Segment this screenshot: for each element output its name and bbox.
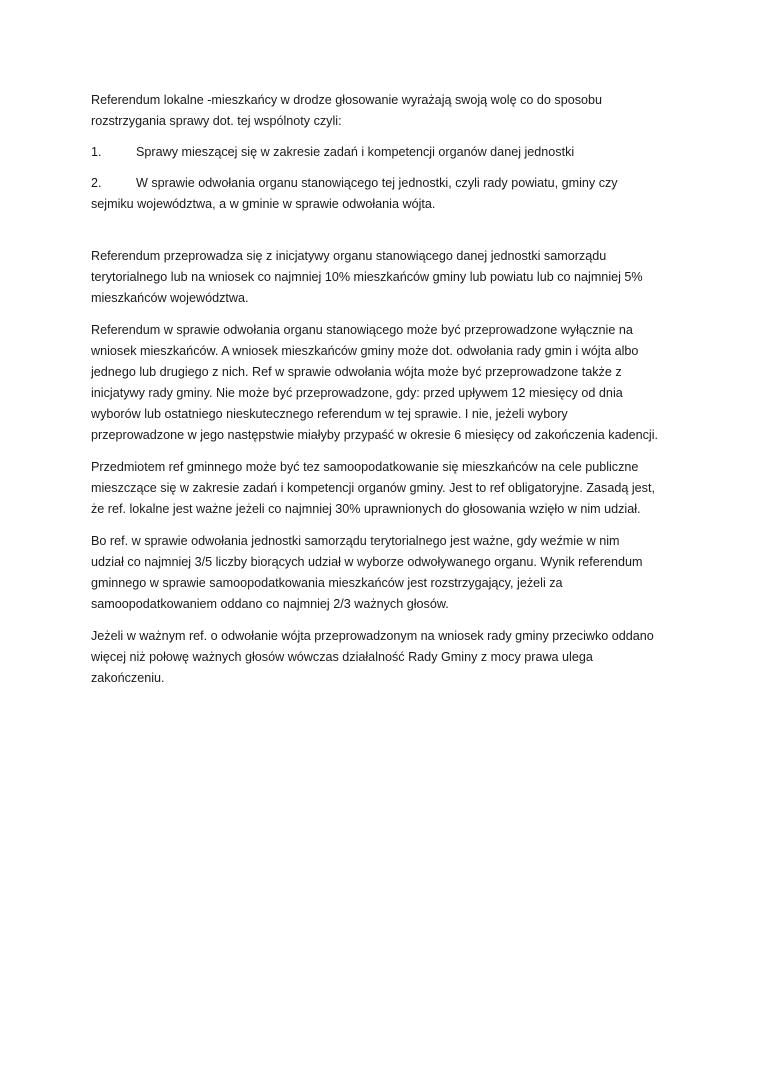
- text-line: przeprowadzone w jego następstwie miałyby przypaść w okresie 6 miesięcy od zakończenia kadencji.: [91, 428, 658, 442]
- paragraph-council-termination: [91, 626, 681, 689]
- list-text: W sprawie odwołania organu stanowiącego tej jednostki, czyli rady powiatu, gminy czy: [136, 176, 618, 190]
- text-line: więcej niż połowę ważnych głosów wówczas działalność Rady Gminy z mocy prawa ulega: [91, 650, 593, 664]
- text-line: Referendum lokalne -mieszkańcy w drodze głosowanie wyrażają swoją wolę co do sposobu: [91, 93, 603, 107]
- text-line: zakończeniu.: [91, 671, 165, 685]
- paragraph-recall: [91, 320, 681, 446]
- spacer: [91, 446, 681, 457]
- text-line: Referendum w sprawie odwołania organu stanowiącego może być przeprowadzone wyłącznie na: [91, 323, 633, 337]
- text-line: Bo ref. w sprawie odwołania jednostki samorządu terytorialnego jest ważne, gdy weźmie w nim: [91, 534, 620, 548]
- text-line: mieszkańców województwa.: [91, 291, 249, 305]
- spacer: [91, 132, 681, 142]
- text-line: wyborów lub ostatniego nieskutecznego referendum w tej sprawie. I nie, jeżeli wybory: [91, 407, 568, 421]
- text-line: wniosek mieszkańców. A wniosek mieszkańców gminy może dot. odwołania rady gmin i wójta albo: [91, 344, 639, 358]
- text-line: udział co najmniej 3/5 liczby biorących udział w wyborze odwoływanego organu. Wynik referendum: [91, 555, 643, 569]
- paragraph-self-taxation: [91, 457, 681, 520]
- list-item-2: [91, 173, 681, 215]
- list-text: Sprawy mieszącej się w zakresie zadań i kompetencji organów danej jednostki: [136, 145, 575, 159]
- paragraph-validity: [91, 531, 681, 615]
- text-line: Przedmiotem ref gminnego może być tez samoopodatkowanie się mieszkańców na cele publiczne: [91, 460, 639, 474]
- list-item-1: [91, 142, 681, 163]
- text-line: terytorialnego lub na wniosek co najmniej 10% mieszkańców gminy lub powiatu lub co najmniej 5%: [91, 270, 643, 284]
- list-line: [91, 142, 681, 163]
- intro-paragraph: [91, 90, 681, 132]
- paragraph-initiative: [91, 246, 681, 309]
- text-line: jednego lub drugiego z nich. Ref w sprawie odwołania wójta może być przeprowadzone także z: [91, 365, 622, 379]
- text-line: gminnego w sprawie samoopodatkowania mieszkańców jest rozstrzygający, jeżeli za: [91, 576, 563, 590]
- text-line: samoopodatkowaniem oddano co najmniej 2/3 ważnych głosów.: [91, 597, 449, 611]
- spacer: [91, 615, 681, 626]
- text-line: Referendum przeprowadza się z inicjatywy organu stanowiącego danej jednostki samorządu: [91, 249, 607, 263]
- document-body: [91, 90, 681, 689]
- spacer: [91, 215, 681, 246]
- list-number: 2.: [91, 176, 102, 190]
- spacer: [91, 309, 681, 320]
- text-line: Jeżeli w ważnym ref. o odwołanie wójta przeprowadzonym na wniosek rady gminy przeciwko oddano: [91, 629, 654, 643]
- text-line: inicjatywy rady gminy. Nie może być przeprowadzone, gdy: przed upływem 12 miesięcy od dnia: [91, 386, 623, 400]
- text-line: rozstrzygania sprawy dot. tej wspólnoty czyli:: [91, 114, 342, 128]
- list-number: 1.: [91, 145, 102, 159]
- text-line: mieszczące się w zakresie zadań i kompetencji organów gminy. Jest to ref obligatoryjne. Zasadą jest,: [91, 481, 655, 495]
- text-line: że ref. lokalne jest ważne jeżeli co najmniej 30% uprawnionych do głosowania wzięło w nim udział.: [91, 502, 641, 516]
- spacer: [91, 163, 681, 173]
- spacer: [91, 520, 681, 531]
- list-line: [91, 173, 681, 194]
- text-line: sejmiku województwa, a w gminie w sprawie odwołania wójta.: [91, 197, 436, 211]
